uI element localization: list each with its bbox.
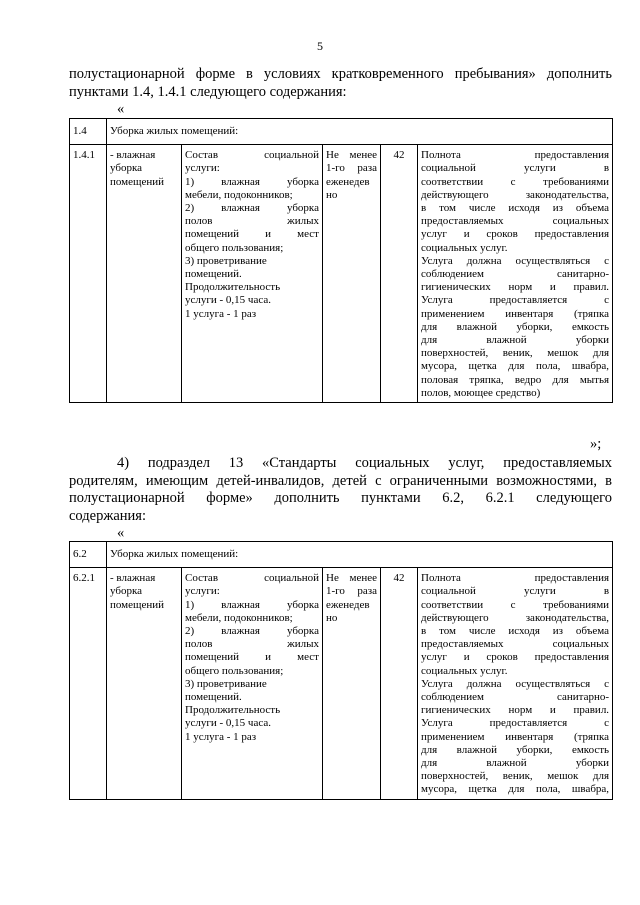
cell-line: для влажной уборки, емкость: [421, 743, 610, 756]
cell-line: социальной услуги в: [421, 162, 610, 175]
cell-line: Состав социальной: [185, 572, 319, 585]
para4-line-1: 4) подраздел 13 «Стандарты социальных услуг, предоставляемых: [117, 455, 612, 471]
cell-line: для влажной уборки, емкость: [421, 320, 610, 333]
cell-line: 1-го раза: [326, 162, 377, 175]
cell-line: Не менее: [326, 572, 377, 585]
cell-line: мусора, щетка для пола, швабра,: [421, 360, 610, 373]
cell-line: для влажной уборки: [421, 757, 610, 770]
cell-line: 1-го раза: [326, 585, 377, 598]
cell-line: 2) влажная уборка: [185, 202, 319, 215]
cell-line: Услуга предоставляется с: [421, 294, 610, 307]
table-2-frequency: [323, 568, 381, 799]
cell-line: действующего законодательства,: [421, 611, 610, 624]
cell-line: предоставляемых социальных: [421, 638, 610, 651]
cell-line: гигиенических норм и правил.: [421, 704, 610, 717]
cell-line: услуги:: [185, 162, 220, 175]
open-quote-1: «: [117, 101, 125, 117]
cell-line: поверхностей, веник, мешок для: [421, 347, 610, 360]
table-1-data-row: [70, 145, 613, 403]
service-table-2: [69, 541, 613, 800]
intro-line-2: пунктами 1.4, 1.4.1 следующего содержания:: [69, 83, 347, 100]
cell-line: Услуга должна осуществляться с: [421, 254, 610, 267]
cell-line: 1) влажная уборка: [185, 175, 319, 188]
cell-line: соблюдением санитарно-: [421, 268, 610, 281]
cell-line: применением инвентаря (тряпка: [421, 307, 610, 320]
table-1-head-title: Уборка жилых помещений:: [107, 119, 613, 145]
cell-line: соответствии с требованиями: [421, 598, 610, 611]
cell-line: половая тряпка, ведро для мытья: [421, 373, 610, 386]
cell-line: 1 услуга - 1 раз: [185, 730, 257, 743]
cell-line: соответствии с требованиями: [421, 175, 610, 188]
cell-line: Продолжительность: [185, 704, 281, 717]
open-quote-2: «: [117, 525, 125, 541]
table-1-header-row: [70, 119, 613, 145]
cell-line: услуги - 0,15 часа.: [185, 717, 271, 730]
cell-line: Полнота предоставления: [421, 572, 610, 585]
page-number: 5: [317, 39, 323, 53]
cell-line: социальной услуги в: [421, 585, 610, 598]
table-1-quality-description: [418, 145, 613, 403]
cell-line: помещений: [110, 175, 165, 188]
cell-line: но: [326, 611, 338, 624]
table-1-head-num: 1.4: [70, 119, 107, 145]
cell-line: действующего законодательства,: [421, 188, 610, 201]
cell-line: поверхностей, веник, мешок для: [421, 770, 610, 783]
cell-line: социальных услуг.: [421, 664, 508, 677]
cell-line: Продолжительность: [185, 281, 281, 294]
cell-line: Услуга должна осуществляться с: [421, 677, 610, 690]
cell-line: полов жилых: [185, 215, 319, 228]
service-table-1: [69, 118, 613, 403]
table-2-head-title: Уборка жилых помещений:: [107, 542, 613, 568]
cell-line: 3) проветривание: [185, 677, 267, 690]
cell-line: услуги:: [185, 585, 220, 598]
cell-line: соблюдением санитарно-: [421, 691, 610, 704]
table-2-service-content: [182, 568, 323, 799]
cell-line: общего пользования;: [185, 664, 284, 677]
cell-line: 3) проветривание: [185, 254, 267, 267]
cell-line: еженедев: [326, 598, 370, 611]
cell-line: уборка: [110, 585, 143, 598]
table-1-frequency: [323, 145, 381, 403]
cell-line: для влажной уборки: [421, 334, 610, 347]
cell-line: общего пользования;: [185, 241, 284, 254]
cell-line: 1) влажная уборка: [185, 598, 319, 611]
cell-line: Услуга предоставляется с: [421, 717, 610, 730]
table-1-service-content: [182, 145, 323, 403]
cell-line: гигиенических норм и правил.: [421, 281, 610, 294]
cell-line: полов, моющее средство): [421, 386, 541, 399]
cell-line: помещений.: [185, 691, 242, 704]
cell-line: услуги - 0,15 часа.: [185, 294, 271, 307]
cell-line: мебели, подоконников;: [185, 611, 293, 624]
cell-line: Состав социальной: [185, 149, 319, 162]
table-1-row-num: 1.4.1: [70, 145, 107, 403]
cell-line: услуг и сроков предоставления: [421, 651, 610, 664]
cell-line: помещений.: [185, 268, 242, 281]
cell-line: помещений и мест: [185, 228, 319, 241]
table-2-row-num: 6.2.1: [70, 568, 107, 799]
cell-line: но: [326, 188, 338, 201]
table-2-service-name: [107, 568, 182, 799]
table-2-quality-description: [418, 568, 613, 799]
cell-line: Не менее: [326, 149, 377, 162]
cell-line: услуг и сроков предоставления: [421, 228, 610, 241]
cell-line: еженедев: [326, 175, 370, 188]
cell-line: в том числе исходя из объема: [421, 202, 610, 215]
cell-line: мебели, подоконников;: [185, 188, 293, 201]
cell-line: помещений и мест: [185, 651, 319, 664]
cell-line: мусора, щетка для пола, швабра,: [421, 783, 610, 796]
table-2-amount: 42: [381, 568, 418, 799]
cell-line: 2) влажная уборка: [185, 625, 319, 638]
cell-line: применением инвентаря (тряпка: [421, 730, 610, 743]
cell-line: помещений: [110, 598, 165, 611]
table-2-head-num: 6.2: [70, 542, 107, 568]
cell-line: в том числе исходя из объема: [421, 625, 610, 638]
cell-line: уборка: [110, 162, 143, 175]
para4-line-3: полустационарной форме» дополнить пунктами 6.2, 6.2.1 следующего: [69, 490, 612, 506]
cell-line: Полнота предоставления: [421, 149, 610, 162]
intro-line-1: полустационарной форме в условиях кратковременного пребывания» дополнить: [69, 66, 612, 82]
paragraph-4: [69, 455, 612, 525]
cell-line: 1 услуга - 1 раз: [185, 307, 257, 320]
table-2-header-row: [70, 542, 613, 568]
para4-line-2: родителям, имеющим детей-инвалидов, детей с ограниченными возможностями, в: [69, 472, 612, 489]
cell-line: - влажная: [110, 149, 156, 162]
cell-line: социальных услуг.: [421, 241, 508, 254]
close-quote-1: »;: [590, 436, 602, 452]
para4-line-4: содержания:: [69, 507, 147, 524]
intro-paragraph: [69, 66, 612, 101]
cell-line: - влажная: [110, 572, 156, 585]
table-1-service-name: [107, 145, 182, 403]
cell-line: полов жилых: [185, 638, 319, 651]
table-1-amount: 42: [381, 145, 418, 403]
table-2-data-row: [70, 568, 613, 799]
table-2-clip: [69, 541, 629, 834]
cell-line: предоставляемых социальных: [421, 215, 610, 228]
